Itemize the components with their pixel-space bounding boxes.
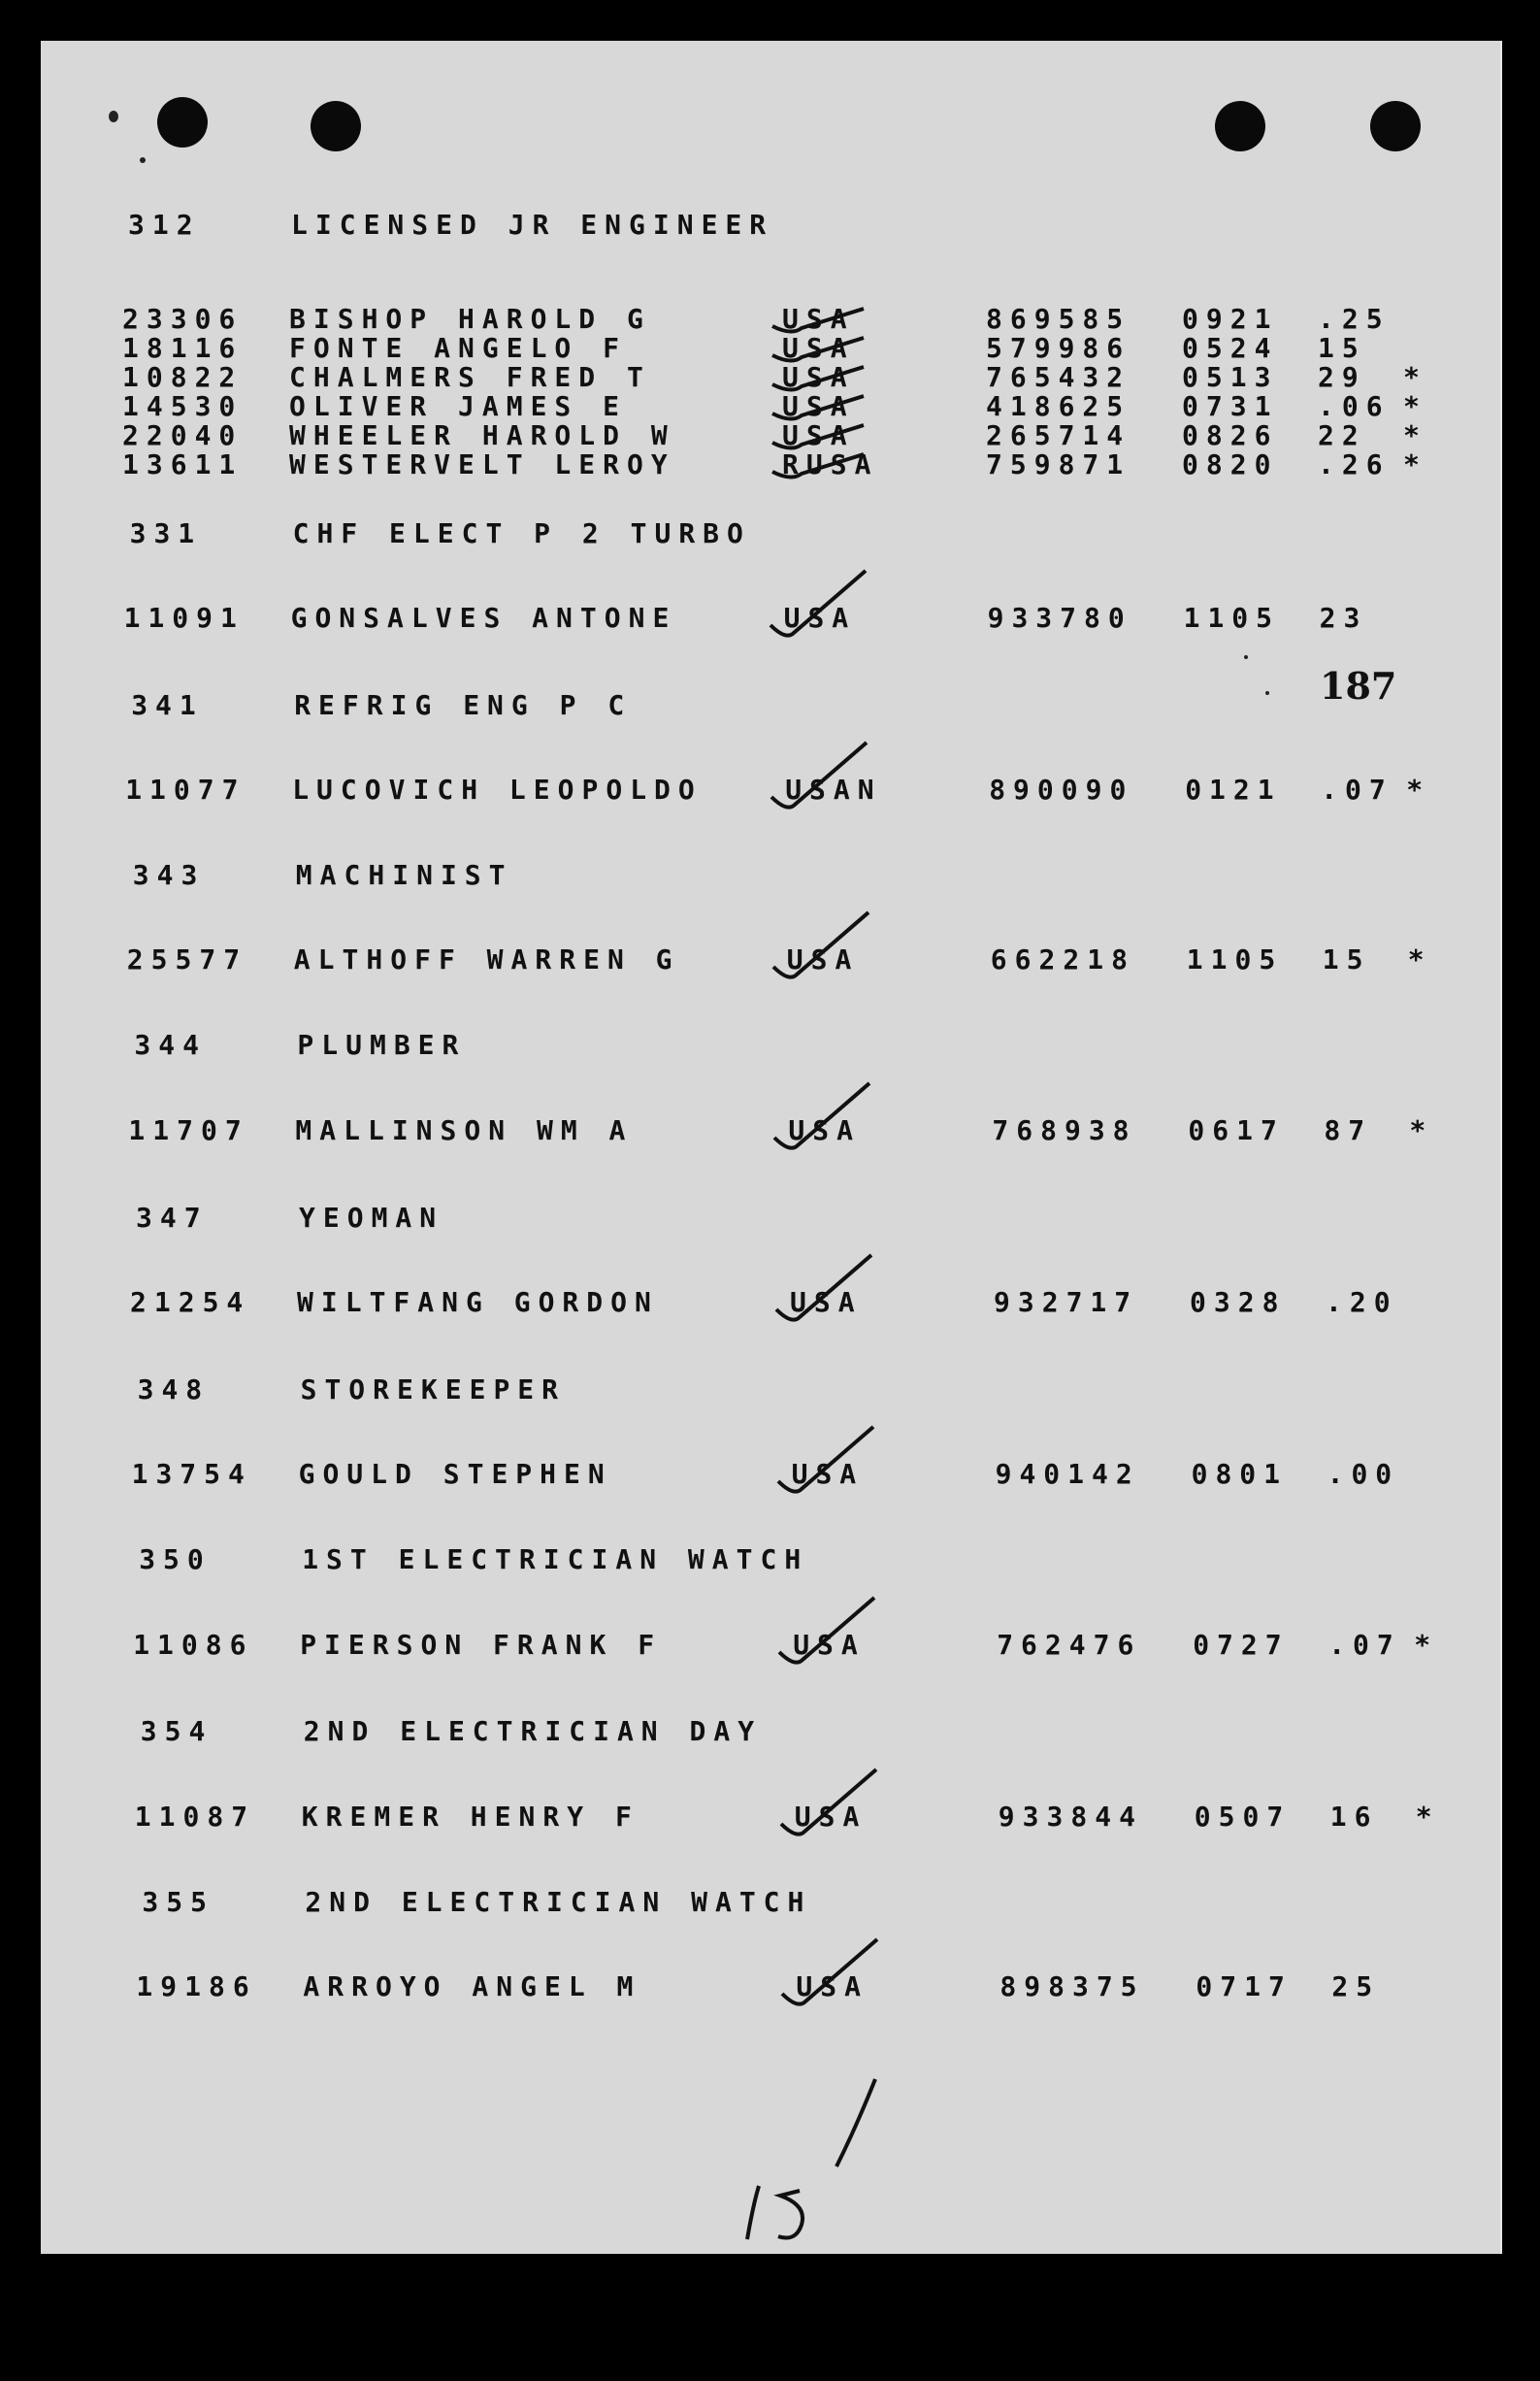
record-value: 87	[1324, 1114, 1373, 1146]
record-reference-number: 869585	[986, 303, 1131, 335]
section-header	[131, 691, 1295, 724]
record-name: LUCOVICH LEOPOLDO	[292, 774, 703, 806]
record-country: USA	[790, 1286, 863, 1318]
record-date-code: 0121	[1185, 774, 1282, 806]
section-code: 350	[139, 1543, 212, 1575]
record-reference-number: 762476	[997, 1629, 1142, 1661]
section-title: STOREKEEPER	[300, 1373, 567, 1405]
record-id: 11086	[133, 1629, 254, 1661]
record-reference-number: 768938	[992, 1114, 1137, 1146]
section-code: 355	[142, 1886, 214, 1918]
record-value: .07	[1328, 1629, 1401, 1661]
section-title: CHF ELECT P 2 TURBO	[292, 517, 751, 549]
record-value: 25	[1331, 1970, 1381, 2002]
section-code: 348	[137, 1373, 211, 1405]
record-name: MALLINSON WM A	[295, 1114, 634, 1146]
record-name: WHEELER HAROLD W	[289, 419, 675, 451]
section-code: 312	[128, 209, 201, 241]
section-header	[130, 519, 1294, 552]
section-code: 341	[131, 689, 204, 721]
record-date-code: 0727	[1193, 1629, 1290, 1661]
record-country: USA	[782, 390, 855, 422]
section-header	[142, 1888, 1306, 1921]
ink-smudge	[109, 111, 118, 122]
record-country: USA	[782, 303, 855, 335]
check-mark-icon	[768, 907, 874, 994]
handwritten-number-mark	[739, 2069, 914, 2254]
section-code: 354	[140, 1715, 213, 1747]
record-reference-number: 932717	[994, 1286, 1139, 1318]
record-flag: *	[1403, 390, 1427, 422]
record-reference-number: 418625	[986, 390, 1131, 422]
record-id: 21254	[130, 1286, 251, 1318]
record-country: USA	[782, 332, 855, 364]
record-id: 18116	[122, 332, 244, 364]
record-country: USA	[783, 602, 857, 634]
check-mark-icon	[772, 1421, 879, 1508]
record-id: 13611	[122, 448, 244, 480]
record-id: 11077	[125, 774, 246, 806]
record-date-code: 0731	[1182, 390, 1279, 422]
punch-hole-right-2	[1370, 101, 1421, 151]
record-flag: *	[1414, 1629, 1439, 1661]
record-id: 19186	[136, 1970, 257, 2002]
section-code: 347	[136, 1202, 209, 1234]
section-title: 2ND ELECTRICIAN DAY	[303, 1715, 763, 1747]
record-date-code: 0328	[1190, 1286, 1287, 1318]
record-flag: *	[1403, 448, 1427, 480]
section-header	[141, 1717, 1305, 1750]
record-reference-number: 662218	[990, 943, 1135, 976]
section-header	[134, 1031, 1298, 1064]
record-value: .26	[1318, 448, 1391, 480]
record-country: USA	[788, 1114, 861, 1146]
record-reference-number: 933780	[987, 602, 1132, 634]
record-date-code: 0801	[1191, 1458, 1289, 1490]
record-country: USA	[786, 943, 860, 976]
record-name: WESTERVELT LEROY	[289, 448, 675, 480]
record-flag: *	[1407, 943, 1432, 976]
record-name: ARROYO ANGEL M	[303, 1970, 641, 2002]
section-code: 343	[132, 859, 206, 891]
record-reference-number: 898375	[999, 1970, 1145, 2002]
record-value: 16	[1329, 1801, 1379, 1833]
record-date-code: 0507	[1194, 1801, 1292, 1833]
record-reference-number: 765432	[986, 361, 1131, 393]
record-date-code: 0826	[1182, 419, 1279, 451]
check-mark-icon	[770, 1249, 877, 1337]
document-page	[41, 41, 1502, 2254]
check-mark-icon	[765, 565, 871, 652]
record-country: USA	[794, 1801, 868, 1833]
record-name: FONTE ANGELO F	[289, 332, 628, 364]
record-reference-number: 890090	[989, 774, 1134, 806]
record-flag: *	[1409, 1114, 1434, 1146]
punch-hole-left-2	[311, 101, 361, 151]
record-reference-number: 265714	[986, 419, 1131, 451]
record-id: 14530	[122, 390, 244, 422]
record-name: WILTFANG GORDON	[297, 1286, 659, 1318]
record-country: USA	[793, 1629, 866, 1661]
check-mark-icon	[776, 1934, 883, 2021]
record-name: GONSALVES ANTONE	[290, 602, 677, 634]
record-date-code: 0617	[1188, 1114, 1285, 1146]
record-reference-number: 759871	[986, 448, 1131, 480]
record-value: 15	[1318, 332, 1366, 364]
record-value: .25	[1318, 303, 1391, 335]
record-name: BISHOP HAROLD G	[289, 303, 651, 335]
record-country: USA	[782, 419, 855, 451]
record-id: 23306	[122, 303, 244, 335]
record-id: 11087	[134, 1801, 256, 1833]
record-date-code: 0513	[1182, 361, 1279, 393]
punch-hole-right-1	[1215, 101, 1265, 151]
record-flag: *	[1403, 361, 1427, 393]
record-name: CHALMERS FRED T	[289, 361, 651, 393]
ink-smudge	[140, 157, 146, 163]
page-number: 187	[1320, 664, 1397, 708]
check-mark-icon	[763, 412, 869, 499]
record-flag: *	[1406, 774, 1431, 806]
section-header	[139, 1545, 1303, 1578]
section-title: MACHINIST	[295, 859, 513, 891]
record-date-code: 0820	[1182, 448, 1279, 480]
record-name: ALTHOFF WARREN G	[293, 943, 680, 976]
record-value: .06	[1318, 390, 1391, 422]
section-title: 2ND ELECTRICIAN WATCH	[305, 1886, 812, 1918]
record-id: 10822	[122, 361, 244, 393]
punch-hole-left-1	[157, 97, 208, 148]
record-country: RUSA	[782, 448, 879, 480]
record-country: USAN	[785, 774, 882, 806]
record-value: 29	[1318, 361, 1366, 393]
record-name: KREMER HENRY F	[301, 1801, 639, 1833]
record-country: USA	[796, 1970, 868, 2002]
record-date-code: 0524	[1182, 332, 1279, 364]
record-reference-number: 933844	[998, 1801, 1143, 1833]
record-date-code: 1105	[1183, 602, 1281, 634]
section-title: YEOMAN	[299, 1202, 444, 1234]
record-reference-number: 579986	[986, 332, 1131, 364]
record-value: .00	[1327, 1458, 1400, 1490]
record-id: 13754	[131, 1458, 252, 1490]
section-title: PLUMBER	[297, 1029, 467, 1061]
record-date-code: 0921	[1182, 303, 1279, 335]
check-mark-icon	[775, 1764, 882, 1851]
record-value: .07	[1321, 774, 1393, 806]
record-reference-number: 940142	[995, 1458, 1140, 1490]
record-id: 11707	[128, 1114, 249, 1146]
check-mark-icon	[769, 1077, 875, 1165]
record-value: .20	[1326, 1286, 1398, 1318]
stray-mark	[1244, 655, 1248, 659]
record-date-code: 1105	[1186, 943, 1284, 976]
section-code: 344	[134, 1029, 207, 1061]
record-flag: *	[1403, 419, 1427, 451]
record-name: OLIVER JAMES E	[289, 390, 628, 422]
record-country: USA	[791, 1458, 865, 1490]
section-header	[136, 1204, 1300, 1237]
record-id: 25577	[126, 943, 248, 976]
section-header	[128, 211, 1293, 244]
record-id: 11091	[123, 602, 245, 634]
check-mark-icon	[766, 737, 872, 824]
section-code: 331	[129, 517, 203, 549]
section-header	[138, 1375, 1302, 1408]
record-value: 23	[1319, 602, 1368, 634]
section-header	[133, 861, 1297, 894]
section-title: 1ST ELECTRICIAN WATCH	[302, 1543, 809, 1575]
record-flag: *	[1415, 1801, 1440, 1833]
record-name: GOULD STEPHEN	[298, 1458, 612, 1490]
record-name: PIERSON FRANK F	[300, 1629, 663, 1661]
record-date-code: 0717	[1196, 1970, 1293, 2002]
record-value: 22	[1318, 419, 1366, 451]
check-mark-icon	[773, 1592, 880, 1679]
record-id: 22040	[122, 419, 244, 451]
record-value: 15	[1322, 943, 1371, 976]
record-country: USA	[782, 361, 855, 393]
section-title: REFRIG ENG P C	[294, 689, 633, 721]
section-title: LICENSED JR ENGINEER	[291, 209, 774, 241]
